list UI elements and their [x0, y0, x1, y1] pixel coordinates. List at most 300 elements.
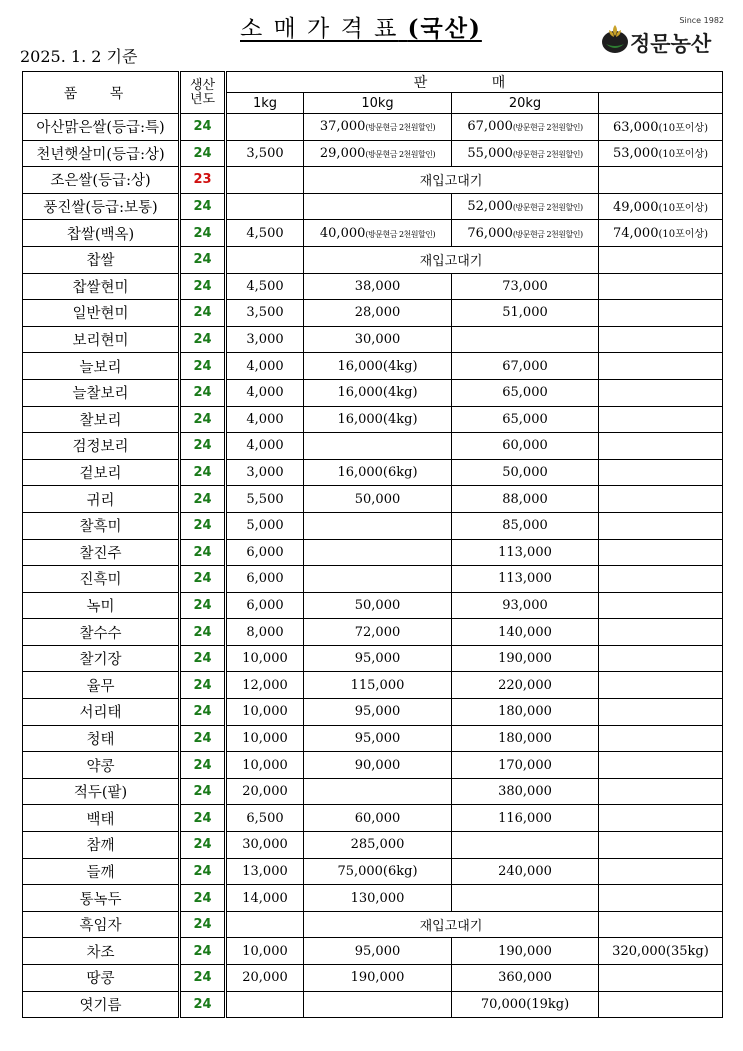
price-1kg [226, 246, 304, 273]
table-row [23, 246, 723, 273]
price-10kg-value: 16,000(4kg) [337, 358, 418, 374]
price-10kg [304, 752, 452, 779]
price-1kg: 6,000 [226, 539, 304, 566]
item-name: 늘보리 [23, 353, 180, 380]
price-10kg-value: 95,000 [354, 704, 401, 720]
table-row [23, 193, 723, 220]
price-10kg [304, 699, 452, 726]
price-1kg: 10,000 [226, 645, 304, 672]
price-10kg [304, 858, 452, 885]
production-year: 24 [180, 991, 226, 1018]
price-1kg: 10,000 [226, 752, 304, 779]
price-10kg-value: 72,000 [354, 624, 401, 640]
production-year: 24 [180, 645, 226, 672]
price-10kg [304, 353, 452, 380]
table-row [23, 459, 723, 486]
price-extra [599, 273, 723, 300]
price-10kg [304, 965, 452, 992]
production-year: 24 [180, 938, 226, 965]
price-10kg-note: (방문현금 2천원할인) [365, 149, 436, 159]
price-1kg: 4,000 [226, 379, 304, 406]
table-row [23, 114, 723, 141]
price-20kg-value: 70,000(19kg) [480, 996, 570, 1012]
price-10kg [304, 778, 452, 805]
price-20kg [452, 725, 599, 752]
price-20kg [452, 512, 599, 539]
price-20kg-value: 60,000 [502, 438, 548, 454]
table-row [23, 512, 723, 539]
production-year: 24 [180, 193, 226, 220]
price-10kg [304, 406, 452, 433]
price-20kg [452, 539, 599, 566]
price-20kg-value: 50,000 [502, 465, 548, 481]
price-1kg: 20,000 [226, 778, 304, 805]
price-extra [599, 645, 723, 672]
price-20kg [452, 858, 599, 885]
table-row [23, 965, 723, 992]
production-year: 24 [180, 114, 226, 141]
item-name: 풍진쌀(등급:보통) [23, 193, 180, 220]
table-row [23, 433, 723, 460]
price-1kg: 3,000 [226, 459, 304, 486]
item-name: 땅콩 [23, 965, 180, 992]
col-header-year [180, 72, 226, 114]
price-1kg: 4,000 [226, 353, 304, 380]
price-10kg-value: 60,000 [354, 810, 401, 826]
price-extra [599, 778, 723, 805]
price-20kg [452, 193, 599, 220]
price-10kg-value: 90,000 [354, 757, 401, 773]
table-row [23, 778, 723, 805]
price-extra-note: (10포이상) [658, 229, 708, 241]
production-year: 24 [180, 539, 226, 566]
price-10kg [304, 140, 452, 167]
price-20kg [452, 672, 599, 699]
price-10kg [304, 300, 452, 327]
price-1kg: 3,000 [226, 326, 304, 353]
price-10kg [304, 805, 452, 832]
item-name: 찹쌀(백옥) [23, 220, 180, 247]
table-row [23, 273, 723, 300]
price-extra [599, 566, 723, 593]
price-extra [599, 991, 723, 1018]
price-extra-note: (10포이상) [658, 149, 708, 161]
price-20kg [452, 140, 599, 167]
price-20kg [452, 991, 599, 1018]
price-extra-value: 53,000 [612, 146, 659, 162]
production-year: 24 [180, 406, 226, 433]
item-name: 보리현미 [23, 326, 180, 353]
price-20kg [452, 326, 599, 353]
price-extra [599, 167, 723, 194]
col-header-sale: 판 매 [226, 72, 723, 93]
production-year: 24 [180, 885, 226, 912]
price-extra [599, 406, 723, 433]
price-10kg [304, 885, 452, 912]
table-row [23, 805, 723, 832]
price-extra-value: 63,000 [612, 119, 659, 135]
price-10kg-value: 285,000 [350, 837, 405, 853]
table-row [23, 539, 723, 566]
price-20kg-value: 93,000 [502, 597, 548, 613]
price-20kg [452, 645, 599, 672]
item-name: 찹쌀현미 [23, 273, 180, 300]
price-20kg [452, 406, 599, 433]
since-label: Since 1982 [679, 16, 724, 25]
price-20kg [452, 353, 599, 380]
production-year: 24 [180, 911, 226, 938]
price-10kg [304, 725, 452, 752]
price-extra [599, 699, 723, 726]
price-20kg [452, 778, 599, 805]
price-extra [599, 326, 723, 353]
price-20kg-value: 85,000 [502, 518, 548, 534]
price-extra [599, 619, 723, 646]
price-10kg [304, 486, 452, 513]
price-20kg-value: 170,000 [498, 757, 552, 773]
item-name: 흑임자 [23, 911, 180, 938]
price-1kg [226, 193, 304, 220]
production-year: 24 [180, 300, 226, 327]
price-1kg: 4,000 [226, 406, 304, 433]
item-name: 율무 [23, 672, 180, 699]
price-1kg [226, 114, 304, 141]
price-extra [599, 246, 723, 273]
price-20kg [452, 114, 599, 141]
price-1kg: 4,500 [226, 220, 304, 247]
production-year: 24 [180, 592, 226, 619]
price-20kg-value: 113,000 [498, 544, 552, 560]
price-20kg [452, 300, 599, 327]
table-row [23, 353, 723, 380]
col-header-1kg: 1kg [226, 93, 304, 114]
table-row [23, 140, 723, 167]
price-20kg-note: (방문현금 2천원할인) [512, 123, 583, 133]
item-name: 일반현미 [23, 300, 180, 327]
grain-sprout-logo-icon [600, 22, 630, 54]
production-year: 24 [180, 699, 226, 726]
item-name: 엿기름 [23, 991, 180, 1018]
item-name: 겉보리 [23, 459, 180, 486]
production-year: 24 [180, 459, 226, 486]
price-1kg: 10,000 [226, 938, 304, 965]
item-name: 찰기장 [23, 645, 180, 672]
price-extra [599, 752, 723, 779]
price-20kg [452, 938, 599, 965]
price-20kg-note: (방문현금 2천원할인) [512, 229, 583, 239]
price-20kg [452, 459, 599, 486]
price-1kg: 3,500 [226, 140, 304, 167]
price-extra [599, 300, 723, 327]
item-name: 들깨 [23, 858, 180, 885]
item-name: 찰흑미 [23, 512, 180, 539]
price-20kg-value: 65,000 [502, 385, 548, 401]
price-10kg-value: 95,000 [354, 730, 401, 746]
production-year: 24 [180, 672, 226, 699]
production-year: 24 [180, 486, 226, 513]
price-extra [599, 832, 723, 859]
table-row [23, 379, 723, 406]
price-1kg: 20,000 [226, 965, 304, 992]
item-name: 아산맑은쌀(등급:특) [23, 114, 180, 141]
price-20kg [452, 486, 599, 513]
price-20kg-value: 88,000 [502, 491, 548, 507]
price-extra [599, 512, 723, 539]
restock-status: 재입고대기 [304, 167, 599, 194]
production-year: 24 [180, 965, 226, 992]
production-year: 24 [180, 725, 226, 752]
price-1kg: 13,000 [226, 858, 304, 885]
price-extra-value: 320,000(35kg) [612, 943, 709, 959]
title-origin: (국산) [407, 15, 482, 42]
table-row [23, 885, 723, 912]
price-10kg-value: 115,000 [350, 677, 405, 693]
col-header-extra [599, 93, 723, 114]
item-name: 천년햇살미(등급:상) [23, 140, 180, 167]
price-10kg-value: 190,000 [350, 970, 405, 986]
price-extra-note: (10포이상) [658, 122, 708, 134]
price-20kg-note: (방문현금 2천원할인) [512, 149, 583, 159]
price-10kg-value: 28,000 [354, 305, 401, 321]
price-20kg [452, 832, 599, 859]
price-20kg [452, 752, 599, 779]
price-10kg-value: 130,000 [350, 890, 405, 906]
price-10kg [304, 991, 452, 1018]
price-20kg-value: 113,000 [498, 571, 552, 587]
price-10kg-value: 38,000 [354, 278, 401, 294]
price-10kg [304, 273, 452, 300]
col-header-10kg: 10kg [304, 93, 452, 114]
table-row [23, 832, 723, 859]
price-1kg: 4,500 [226, 273, 304, 300]
price-1kg: 6,000 [226, 592, 304, 619]
production-year: 24 [180, 512, 226, 539]
item-name: 찰진주 [23, 539, 180, 566]
table-row [23, 858, 723, 885]
table-row [23, 300, 723, 327]
price-20kg-value: 190,000 [498, 651, 552, 667]
production-year: 24 [180, 566, 226, 593]
price-1kg: 12,000 [226, 672, 304, 699]
price-1kg: 10,000 [226, 725, 304, 752]
price-10kg-value: 50,000 [354, 597, 401, 613]
price-1kg [226, 167, 304, 194]
page-title [240, 10, 482, 43]
price-10kg [304, 459, 452, 486]
price-1kg: 6,500 [226, 805, 304, 832]
item-name: 찹쌀 [23, 246, 180, 273]
price-10kg [304, 672, 452, 699]
price-1kg: 4,000 [226, 433, 304, 460]
price-extra-value: 74,000 [612, 226, 659, 242]
item-name: 검정보리 [23, 433, 180, 460]
price-10kg [304, 938, 452, 965]
table-row [23, 566, 723, 593]
price-extra [599, 114, 723, 141]
price-10kg-value: 95,000 [354, 943, 401, 959]
production-year: 24 [180, 246, 226, 273]
price-10kg [304, 619, 452, 646]
price-20kg [452, 619, 599, 646]
production-year: 24 [180, 273, 226, 300]
price-20kg [452, 592, 599, 619]
price-1kg: 8,000 [226, 619, 304, 646]
table-row [23, 725, 723, 752]
price-extra [599, 592, 723, 619]
price-20kg-value: 190,000 [498, 943, 552, 959]
price-extra [599, 140, 723, 167]
table-row [23, 486, 723, 513]
item-name: 진흑미 [23, 566, 180, 593]
price-10kg [304, 433, 452, 460]
item-name: 청태 [23, 725, 180, 752]
price-10kg-value: 37,000 [319, 119, 366, 135]
price-10kg-value: 16,000(6kg) [337, 465, 418, 481]
price-10kg [304, 539, 452, 566]
item-name: 참깨 [23, 832, 180, 859]
price-10kg-value: 30,000 [354, 332, 401, 348]
table-row [23, 752, 723, 779]
price-extra [599, 938, 723, 965]
col-header-item: 품 목 [23, 72, 180, 114]
price-10kg [304, 645, 452, 672]
table-row [23, 645, 723, 672]
item-name: 약콩 [23, 752, 180, 779]
price-20kg [452, 885, 599, 912]
price-20kg [452, 566, 599, 593]
restock-status: 재입고대기 [304, 246, 599, 273]
price-extra [599, 672, 723, 699]
year-header-line-2: 년도 [189, 91, 216, 107]
table-row [23, 938, 723, 965]
item-name: 찰수수 [23, 619, 180, 646]
price-10kg-value: 75,000(6kg) [337, 863, 418, 879]
price-1kg: 14,000 [226, 885, 304, 912]
price-20kg-value: 76,000 [467, 225, 513, 241]
col-header-20kg: 20kg [452, 93, 599, 114]
price-extra [599, 965, 723, 992]
price-10kg [304, 379, 452, 406]
production-year: 24 [180, 805, 226, 832]
price-extra-note: (10포이상) [658, 202, 708, 214]
price-10kg-value: 16,000(4kg) [337, 385, 418, 401]
price-10kg [304, 832, 452, 859]
price-20kg-value: 65,000 [502, 411, 548, 427]
price-10kg [304, 326, 452, 353]
price-extra-value: 49,000 [612, 199, 659, 215]
price-10kg-note: (방문현금 2천원할인) [365, 229, 436, 239]
table-row [23, 220, 723, 247]
production-year: 24 [180, 326, 226, 353]
company-logo [600, 14, 726, 58]
table-row [23, 699, 723, 726]
price-10kg [304, 193, 452, 220]
price-20kg [452, 805, 599, 832]
price-10kg-value: 29,000 [319, 145, 366, 161]
price-1kg [226, 911, 304, 938]
company-name: 정문농산 [630, 32, 712, 56]
price-extra [599, 379, 723, 406]
price-table [22, 71, 723, 1018]
price-1kg: 30,000 [226, 832, 304, 859]
price-20kg-value: 360,000 [498, 970, 552, 986]
price-extra [599, 220, 723, 247]
table-row [23, 911, 723, 938]
item-name: 귀리 [23, 486, 180, 513]
price-10kg-note: (방문현금 2천원할인) [365, 123, 436, 133]
price-20kg-value: 220,000 [498, 677, 552, 693]
item-name: 백태 [23, 805, 180, 832]
price-20kg-value: 51,000 [502, 305, 548, 321]
price-20kg-note: (방문현금 2천원할인) [512, 203, 583, 213]
table-row [23, 406, 723, 433]
price-extra [599, 885, 723, 912]
price-20kg-value: 67,000 [467, 119, 513, 135]
item-name: 통녹두 [23, 885, 180, 912]
price-1kg [226, 991, 304, 1018]
production-year: 24 [180, 832, 226, 859]
price-20kg [452, 379, 599, 406]
price-20kg-value: 116,000 [498, 810, 552, 826]
price-20kg-value: 52,000 [467, 199, 513, 215]
price-20kg [452, 965, 599, 992]
production-year: 24 [180, 379, 226, 406]
price-1kg: 5,500 [226, 486, 304, 513]
table-row [23, 991, 723, 1018]
table-row [23, 592, 723, 619]
table-row [23, 619, 723, 646]
price-1kg: 3,500 [226, 300, 304, 327]
item-name: 녹미 [23, 592, 180, 619]
price-extra [599, 486, 723, 513]
item-name: 서리태 [23, 699, 180, 726]
table-row [23, 167, 723, 194]
production-year: 24 [180, 433, 226, 460]
price-20kg [452, 273, 599, 300]
price-extra [599, 353, 723, 380]
production-year: 24 [180, 778, 226, 805]
table-row [23, 326, 723, 353]
production-year: 24 [180, 858, 226, 885]
production-year: 24 [180, 353, 226, 380]
production-year: 24 [180, 752, 226, 779]
restock-status: 재입고대기 [304, 911, 599, 938]
price-1kg: 6,000 [226, 566, 304, 593]
price-10kg [304, 592, 452, 619]
price-20kg-value: 73,000 [502, 278, 548, 294]
reference-date: 2025. 1. 2 기준 [20, 47, 138, 66]
header-row-1 [23, 72, 723, 93]
year-header-line-1: 생산 [189, 77, 216, 93]
price-10kg-value: 95,000 [354, 651, 401, 667]
price-extra [599, 911, 723, 938]
item-name: 차조 [23, 938, 180, 965]
price-10kg-value: 16,000(4kg) [337, 411, 418, 427]
price-20kg [452, 699, 599, 726]
price-20kg [452, 433, 599, 460]
price-extra [599, 539, 723, 566]
production-year: 24 [180, 140, 226, 167]
price-20kg-value: 140,000 [498, 624, 552, 640]
table-row [23, 672, 723, 699]
price-20kg-value: 180,000 [498, 730, 552, 746]
price-20kg-value: 240,000 [498, 863, 552, 879]
title-main: 소 매 가 격 표 [240, 16, 399, 42]
price-extra [599, 193, 723, 220]
price-20kg-value: 67,000 [502, 358, 548, 374]
price-extra [599, 725, 723, 752]
price-1kg: 10,000 [226, 699, 304, 726]
